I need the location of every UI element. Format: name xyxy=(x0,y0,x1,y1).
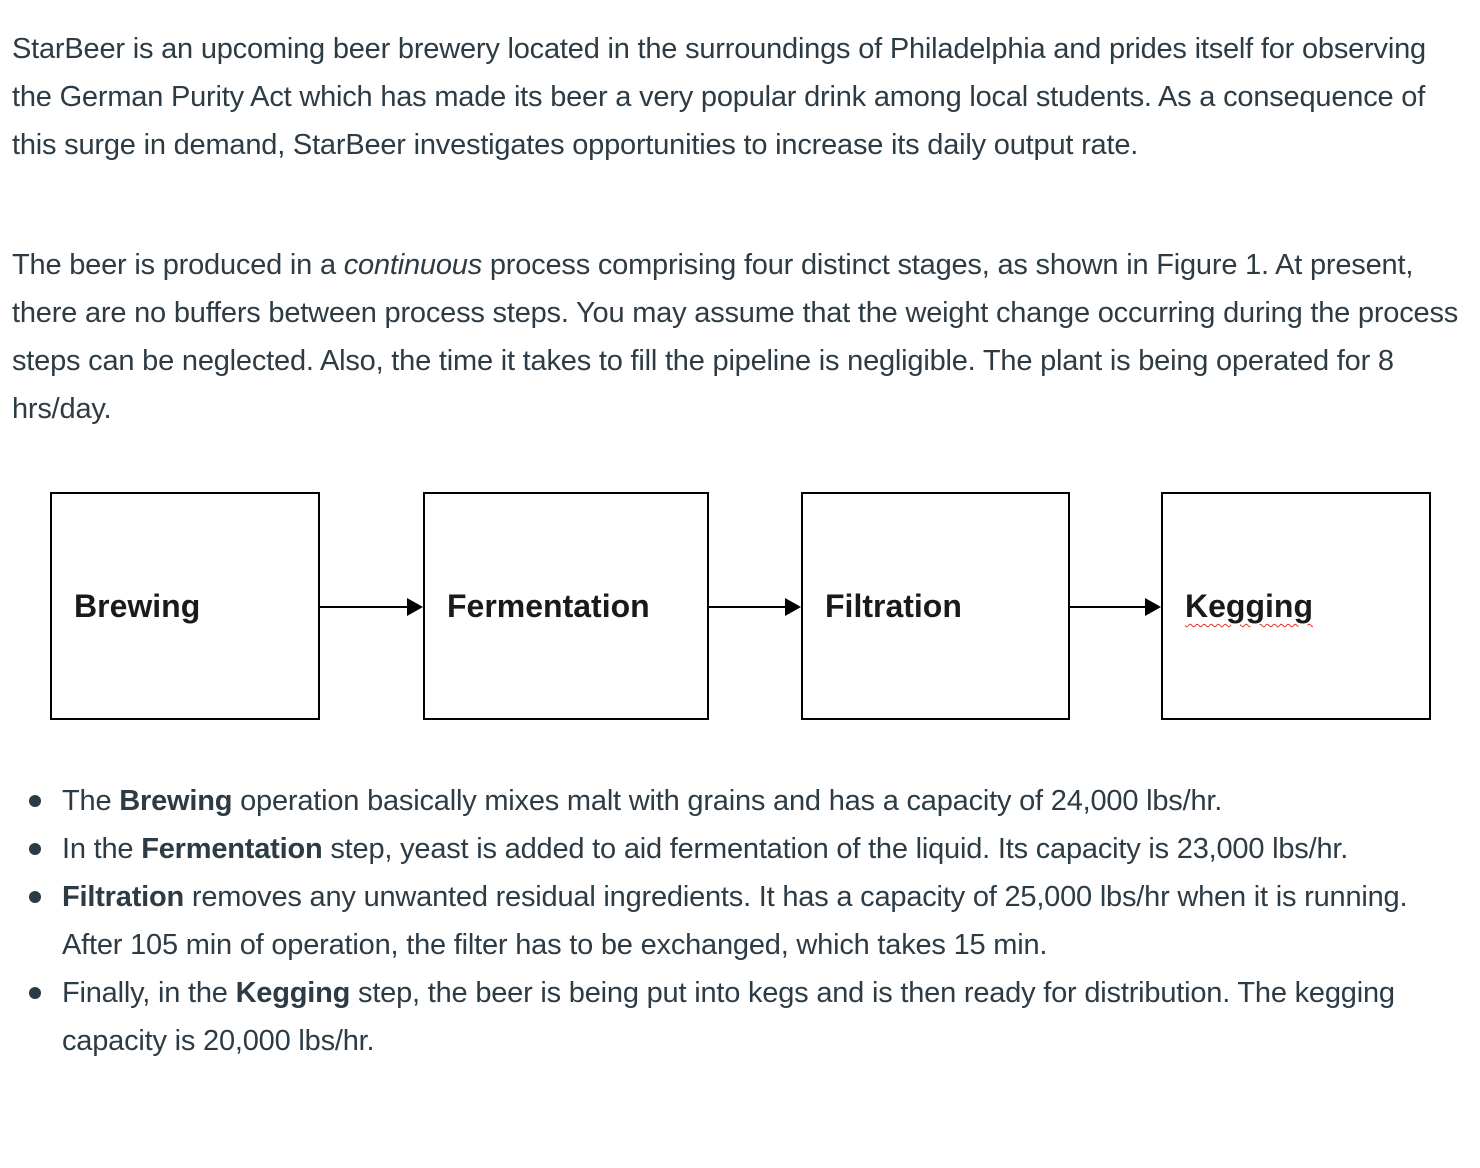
bullet-term: Filtration xyxy=(62,881,185,913)
bullet-text-end: operation basically mixes malt with grains and has a capacity of 24,000 lbs/hr. xyxy=(232,785,1223,817)
stage-box-filtration xyxy=(801,492,1070,720)
bullet-text-start: In the xyxy=(62,833,142,865)
process-emphasis: continuous xyxy=(343,249,483,281)
list-item-brewing xyxy=(0,777,1480,825)
stage-box-fermentation xyxy=(423,492,709,720)
stage-description-list xyxy=(0,777,1480,1065)
intro-paragraph: StarBeer is an upcoming beer brewery located in the surroundings of Philadelphia and prides itself for observing the German Purity Act which has made its beer a very popular drink among local students. As a consequence of this surge in demand, StarBeer investigates opportunities to increase its daily output rate. xyxy=(12,33,1426,161)
flow-arrow-1 xyxy=(320,606,421,608)
flow-arrow-3 xyxy=(1070,606,1159,608)
bullet-text-end: step, yeast is added to aid fermentation of the liquid. Its capacity is 23,000 lbs/hr. xyxy=(322,833,1349,865)
bullet-text-end: step, the beer is being put into kegs and is then ready for distribution. The kegging capacity is 20,000 lbs/hr. xyxy=(62,977,1395,1057)
list-item-fermentation xyxy=(0,825,1480,873)
flow-arrow-2 xyxy=(709,606,799,608)
process-text-start: The beer is produced in a xyxy=(12,249,344,281)
stage-label-fermentation: Fermentation xyxy=(447,588,650,624)
stage-label-brewing: Brewing xyxy=(74,588,201,624)
bullet-term: Fermentation xyxy=(141,833,323,865)
process-text-end: process comprising four distinct stages, as shown in Figure 1. At present, there are no buffers between process steps. You may assume that the weight change occurring during the process steps can be neglected. Also, the time it takes to fill the pipeline is negligible. The plant is being operated for 8 hrs/day. xyxy=(12,249,1459,425)
bullet-text-end: removes any unwanted residual ingredients. It has a capacity of 25,000 lbs/hr when it is running. After 105 min of operation, the filter has to be exchanged, which takes 15 min. xyxy=(62,881,1408,961)
list-item-kegging xyxy=(0,969,1480,1065)
stage-box-brewing xyxy=(50,492,320,720)
stage-box-kegging xyxy=(1161,492,1431,720)
bullet-term: Brewing xyxy=(119,785,233,817)
bullet-text-start: Finally, in the xyxy=(62,977,236,1009)
stage-label-kegging: Kegging xyxy=(1185,588,1313,624)
process-paragraph xyxy=(12,241,1468,433)
process-flow-diagram xyxy=(0,492,1480,724)
bullet-term: Kegging xyxy=(235,977,351,1009)
stage-label-filtration: Filtration xyxy=(825,588,962,624)
bullet-text-start: The xyxy=(62,785,120,817)
list-item-filtration xyxy=(0,873,1480,969)
